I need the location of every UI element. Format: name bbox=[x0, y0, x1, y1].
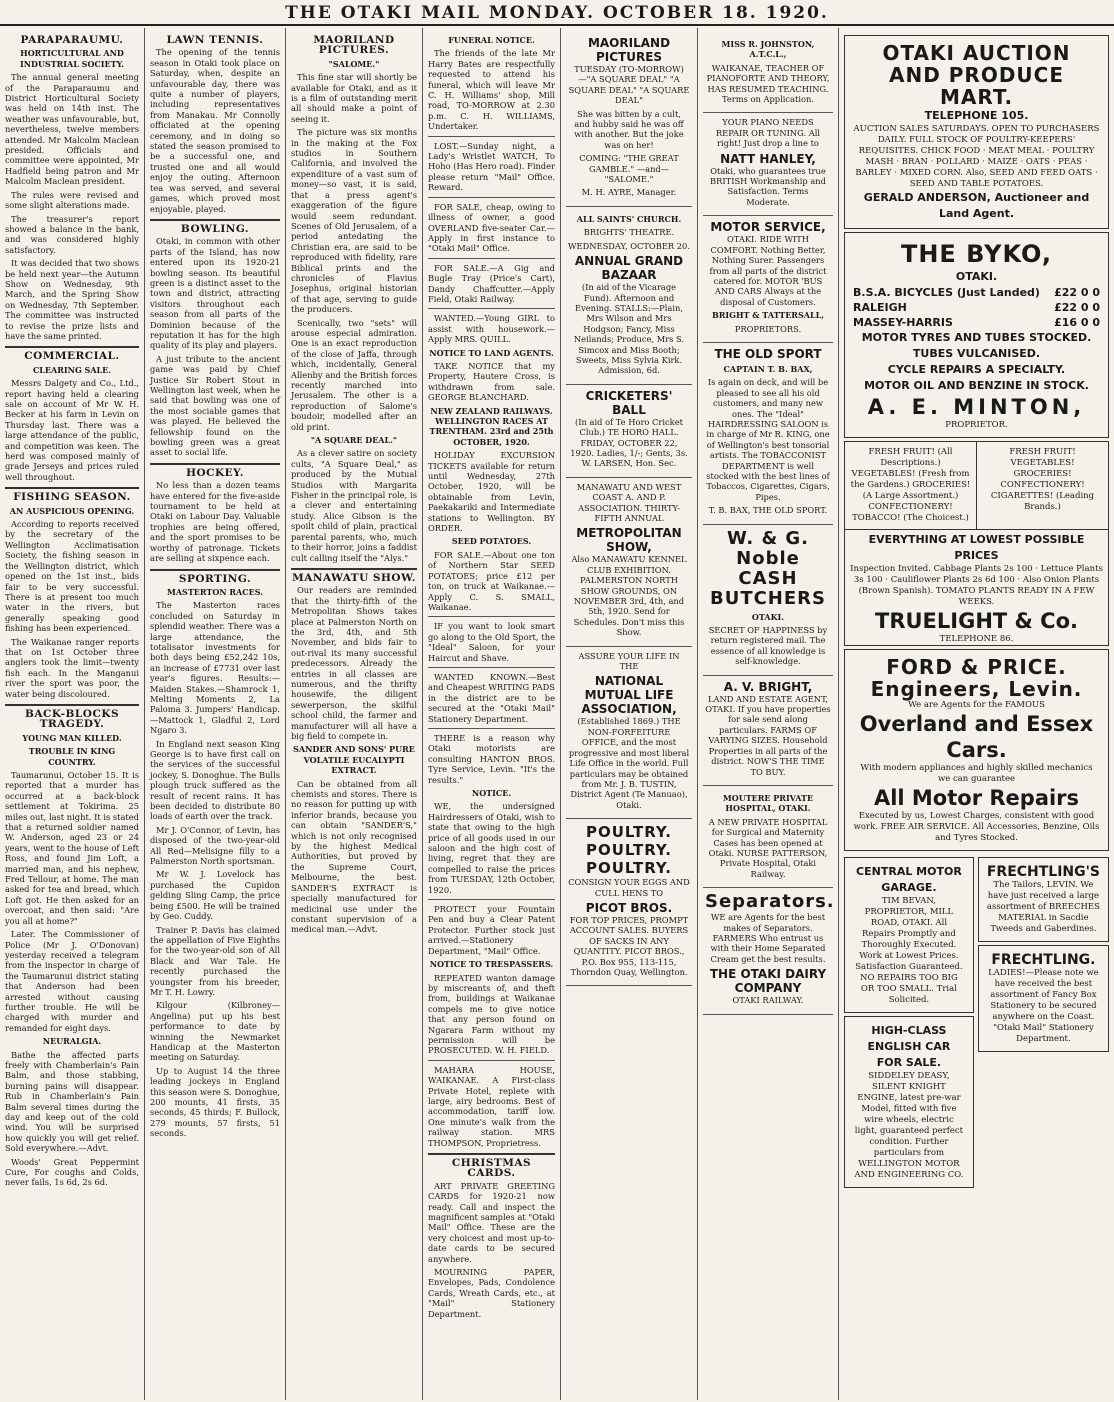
item-price: £22 0 0 bbox=[1054, 286, 1100, 299]
ad-text: Also MANAWATU KENNEL CLUB EXHIBITION. PALMERSTON NORTH SHOW GROUNDS, ON NOVEMBER 3rd, 4th, and 5th, 1920. Send for Schedules. Don't miss this Show. bbox=[571, 554, 687, 638]
article-text: The Masterton races concluded on Saturday in splendid weather. There was a large attendance, the totalisator investments for both days being £52,242 10s, an increase of £7731 over last year's figures. Results:— Maiden Stakes.—Shamrock 1, Melting Moments 2, La Paloma 3. Jumpers' Handicap.—Mattock 1, Gladful 2, Lord Ngaro 3. bbox=[150, 600, 280, 736]
ad-frechtling-stationery bbox=[978, 945, 1109, 1052]
sub-railways: NEW ZEALAND RAILWAYS. WELLINGTON RACES AT TRENTHAM. 23rd and 25th OCTOBER, 1920. bbox=[429, 405, 554, 447]
ad-maoriland bbox=[566, 32, 692, 207]
sub-killed: YOUNG MAN KILLED. bbox=[22, 732, 122, 743]
ad-frechtling bbox=[978, 857, 1109, 942]
ad-piano bbox=[703, 113, 833, 216]
price-row bbox=[853, 300, 1100, 315]
ad-text: WE are Agents for the best makes of Separators. FARMERS Who entrust us with their Home Separated Cream get the best results. bbox=[710, 912, 826, 964]
sub-opening: AN AUSPICIOUS OPENING. bbox=[9, 505, 135, 516]
notice-text: MOURNING PAPER, Envelopes, Pads, Condolence Cards, Wreath Cards, etc., at "Mail" Stationery Department. bbox=[428, 1267, 555, 1319]
article-text: Our readers are reminded that the thirty-fifth of the Metropolitan Shows takes place at Palmerston North on the 3rd, 4th, and 5th November, and bids fair to out-rival its many successful predecessors. Already the entries in all classes are numerous, and the thrifty housewife, the diligent sewerperson, the skilful school child, the farmer and manufacturer will all have a big field to compete in. bbox=[291, 585, 417, 741]
ad-byko bbox=[844, 232, 1109, 438]
sub-land-agents: NOTICE TO LAND AGENTS. bbox=[429, 347, 554, 358]
column-1 bbox=[0, 28, 144, 1400]
ad-text: YOUR PIANO NEEDS REPAIR OR TUNING. All right! Just drop a line to bbox=[715, 117, 821, 149]
notice-text: LOST.—Sunday night, a Lady's Wristlet WATCH, To Hoho (Has Hero road). Finder please return "Mail" Office. Reward. bbox=[428, 140, 555, 193]
ad-line: TUBES VULCANISED. bbox=[912, 347, 1041, 360]
heading-commercial: COMMERCIAL. bbox=[5, 346, 139, 361]
ad-text: SIDDELEY DEASY, SILENT KNIGHT ENGINE, latest pre-war Model, fitted with five wire wheels, electric light, guaranteed perfect condition. Further particulars from WELLINGTON MOTOR AND ENGINEERING CO. bbox=[854, 1071, 964, 1180]
column-3 bbox=[285, 28, 422, 1400]
ad-metropolitan-show bbox=[566, 478, 692, 647]
ad-headline: FORD & PRICE. bbox=[886, 655, 1067, 679]
ad-johnston bbox=[703, 32, 833, 113]
ad-text: TUESDAY (TO-MORROW)—"A SQUARE DEAL" "A SQUARE DEAL" "A SQUARE DEAL" bbox=[568, 64, 690, 106]
ad-text: LADIES!—Please note we have received the best assortment of Fancy Box Stationery to be secured anywhere on the Coast. "Otaki Mail" Stationery Department. bbox=[988, 968, 1099, 1044]
ad-text: We are Agents for the FAMOUS bbox=[908, 700, 1045, 710]
ad-text: (In aid of Te Horo Cricket Club.) TE HORO HALL. FRIDAY, OCTOBER 22, 1920. Ladies, 1/-; Gents, 3s. W. LARSEN, Hon. Sec. bbox=[570, 416, 688, 469]
ad-sub: OTAKI. bbox=[955, 270, 998, 283]
ad-central-garage bbox=[844, 857, 974, 1013]
ad-name: A. V. BRIGHT, bbox=[723, 679, 813, 694]
item-price: £22 0 0 bbox=[1054, 301, 1100, 314]
ad-col-right bbox=[978, 854, 1109, 1191]
ad-line: CYCLE REPAIRS A SPECIALTY. bbox=[887, 363, 1066, 376]
notice-text: PROTECT your Fountain Pen and buy a Clear Patent Protector. Further stock just arrived.—Stationery Department, "Mail" Office. bbox=[428, 904, 555, 956]
ad-title: MAORILAND PICTURES bbox=[587, 36, 671, 64]
ad-headline: CENTRAL MOTOR GARAGE. bbox=[856, 865, 962, 894]
sub-trespassers: NOTICE TO TRESPASSERS. bbox=[429, 959, 554, 970]
ad-text: TIM BEVAN, PROPRIETOR, MILL ROAD, OTAKI. All Repairs Promptly and Thoroughly Executed. Work at Lowest Prices. Satisfaction Guaranteed. NO REPAIRS TOO BIG OR TOO SMALL. Trial Solicited. bbox=[855, 896, 963, 1005]
sub-salome: "SALOME." bbox=[328, 58, 380, 69]
ad-line: EVERYTHING AT LOWEST POSSIBLE PRICES bbox=[845, 529, 1108, 564]
article-text: Woods' Great Peppermint Cure, For coughs and Colds, never fails, 1s 6d, 2s 6d. bbox=[5, 1156, 139, 1188]
ad-line: MOTOR TYRES AND TUBES STOCKED. bbox=[861, 331, 1092, 344]
notice-text: THERE is a reason why Otaki motorists are consulting HANTON BROS. Tyre Service, Levin. "It's the results." bbox=[428, 732, 555, 785]
ad-big: Overland and Essex Cars. bbox=[859, 712, 1094, 762]
heading-manawatu: MANAWATU SHOW. bbox=[291, 568, 417, 583]
ad-motor-service bbox=[703, 216, 833, 343]
ad-text: AUCTION SALES SATURDAYS. OPEN TO PURCHASERS DAILY. FULL STOCK OF POULTRY-KEEPERS' REQUISITES. CHICK FOOD · MEAT MEAL · POULTRY MASH · BRAN · POLLARD · MAIZE · OATS · PEAS · BARLEY · MIXED CORN. Also, SEED AND FEED OATS · SEED AND TABLE POTATOES. bbox=[853, 124, 1100, 189]
heading-fishing: FISHING SEASON. bbox=[5, 487, 139, 502]
divider bbox=[428, 616, 555, 617]
sub-funeral: FUNERAL NOTICE. bbox=[448, 35, 535, 45]
ad-text: (Established 1869.) THE NON-FORFEITURE OFFICE, and the most progressive and most liberal Life Office in the world. Full particulars may be obtained from Mr. J. B. TUSTIN, District Agent (Te Manuao), Otaki. bbox=[568, 716, 690, 810]
ad-text: (In aid of the Vicarage Fund). Afternoon and Evening. STALLS:—Plain, Mrs Wilson and Mrs Hodgson; Fancy, Miss Neilands; Produce, Mrs S. Simcox and Miss Booth; Sweets, Miss Sylvia Kirk. Admission, 6d. bbox=[573, 282, 685, 376]
notice-text: ART PRIVATE GREETING CARDS for 1920-21 now ready. Call and inspect the magnificent samples at "Otaki Mail" Office. These are the very choicest and most up-to-date cards to be secured anywhere. bbox=[428, 1180, 555, 1264]
ad-prop: PROPRIETOR. bbox=[945, 420, 1008, 430]
ad-text: The Tailors, LEVIN. We have just received a large assortment of BREECHES MATERIAL in Sacdie Tweeds and Gaberdines. bbox=[986, 880, 1100, 934]
item-name: RALEIGH bbox=[853, 301, 907, 314]
article-text: The annual general meeting of the Paraparaumu and District Horticultural Society was held on 14th inst. The weather was unfavourable, but, nevertheless, twelve members attended. Mr Malcolm Maclean presided. Officials and committee were appointed, Mr Hadfield being patron and Mr Malcolm Maclean president. bbox=[5, 72, 139, 187]
ad-sub: OTAKI. bbox=[751, 611, 785, 622]
ad-headline: OTAKI AUCTION AND PRODUCE MART. bbox=[882, 41, 1071, 109]
ad-line: MOTOR OIL AND BENZINE IN STOCK. bbox=[864, 379, 1089, 392]
heading-christmas-cards: CHRISTMAS CARDS. bbox=[428, 1153, 555, 1179]
divider bbox=[428, 308, 555, 309]
article-text: Up to August 14 the three leading jockeys in England this season were S. Donoghue, 200 mounts, 41 firsts, 35 seconds, 45 thirds; F. Bullock, 279 mounts, 57 firsts, 51 seconds. bbox=[150, 1065, 280, 1139]
article-text: This fine star will shortly be available for Otaki, and as it is a film of outstanding merit all should make a point of seeing it. bbox=[291, 72, 417, 124]
ad-sub: Engineers, Levin. bbox=[870, 677, 1083, 701]
ad-title: ALL SAINTS' CHURCH. bbox=[576, 213, 682, 224]
ad-av-bright bbox=[703, 676, 833, 786]
ad-name: BRIGHT & TATTERSALL, bbox=[712, 310, 824, 321]
article-text: Kilgour (Kilbroney—Angelina) put up his best performance to date by winning the Newmarket Handicap at the Masterton meeting on Saturday. bbox=[150, 1000, 280, 1063]
ad-name: A. E. MINTON, bbox=[867, 395, 1086, 419]
article-text: The rules were revised and some slight alterations made. bbox=[5, 189, 139, 211]
ad-text: ASSURE YOUR LIFE IN THE bbox=[578, 650, 680, 672]
article-text: Trainer P. Davis has claimed the appellation of Five Eighths for the two-year-old son of All Black and War Tale. He recently purchased the youngster from his breeder, Mr T. H. Lowry. bbox=[150, 924, 280, 997]
ad-old-sport bbox=[703, 343, 833, 525]
ad-title: MISS R. JOHNSTON, A.T.C.L., bbox=[721, 39, 815, 60]
column-7 bbox=[838, 28, 1114, 1400]
sub-neuralgia: NEURALGIA. bbox=[42, 1036, 102, 1047]
ad-text: SECRET OF HAPPINESS by return registered mail. The essence of all knowledge is self-knowledge. bbox=[708, 625, 828, 667]
notice-text: HOLIDAY EXCURSION TICKETS available for return until Wednesday, 27th October, 1920, will be obtainable from Levin, Paekakariki and Intermediate stations to Wellington. BY ORDER. bbox=[428, 450, 555, 534]
article-text: In England next season King George is to have first call on the services of the successful jockey, S. Donoghue. The Bulls plough truck suffered as the result of recent rains. It has been decided to distribute 80 loads of earth over the track. bbox=[150, 738, 280, 822]
ad-right: FRESH FRUIT! VEGETABLES! GROCERIES! CONFECTIONERY! CIGARETTES! (Leading Brands.) bbox=[976, 442, 1108, 529]
ad-text: LAND AND ESTATE AGENT, OTAKI. If you have properties for sale send along particulars. FARMS OF VARYING SIZES. Household Properties in all parts of the district. NOW'S THE TIME TO BUY. bbox=[705, 693, 831, 777]
heading-bowling: BOWLING. bbox=[150, 219, 280, 234]
ad-phone: TELEPHONE 86. bbox=[939, 634, 1014, 644]
sub-square-deal: "A SQUARE DEAL." bbox=[310, 435, 398, 446]
ad-text: PROPRIETORS. bbox=[734, 323, 802, 334]
sub-seed-potatoes: SEED POTATOES. bbox=[451, 536, 532, 547]
masthead-title: THE OTAKI MAIL MONDAY. OCTOBER 18. 1920. bbox=[285, 3, 829, 23]
article-text: The treasurer's report showed a balance in the bank, and was considered highly satisfactory. bbox=[5, 213, 139, 255]
column-5 bbox=[560, 28, 697, 1400]
heading-sporting: SPORTING. bbox=[150, 569, 280, 584]
masthead bbox=[0, 0, 1114, 26]
divider bbox=[428, 258, 555, 259]
ad-text: WAIKANAE, TEACHER OF PIANOFORTE AND THEORY, HAS RESUMED TEACHING. Terms on Application. bbox=[706, 62, 830, 105]
column-4 bbox=[422, 28, 560, 1400]
price-row bbox=[853, 315, 1100, 330]
article-text: The opening of the tennis season in Otaki took place on Saturday, when, despite an unfavourable day, there was quite a number of players, including representatives from Manakau. Mr Connolly officiated at the opening ceremony, and in doing so stated the season promised to be a successful one, and trusted one and all would enjoy the outing. Afternoon tea was served, and several games, which proved most enjoyable, played. bbox=[150, 47, 280, 214]
ad-name: TRUELIGHT & Co. bbox=[875, 609, 1078, 633]
sub-sander: SANDER AND SONS' PURE VOLATILE EUCALYPTI EXTRACT. bbox=[293, 744, 415, 776]
item-price: £16 0 0 bbox=[1054, 316, 1100, 329]
ad-name: NATT HANLEY, bbox=[720, 151, 816, 166]
ad-name: THE OTAKI DAIRY COMPANY bbox=[709, 967, 827, 996]
ad-name: PICOT BROS. bbox=[585, 900, 673, 915]
ad-text: Otaki, who guarantees true BRITISH Workmanship and Satisfaction. Terms Moderate. bbox=[710, 165, 826, 207]
ad-text: COMING: "THE GREAT GAMBLE." —and— "SALOME." bbox=[579, 153, 679, 185]
ad-separators bbox=[703, 888, 833, 1014]
ad-text: Is again on deck, and will be pleased to see all his old customers, and many new ones. The "Ideal" HAIRDRESSING SALOON is in charge of Mr R. KING, one of Wellington's best tonsorial artists. The TOBACCONIST DEPARTMENT is well stocked with the best lines of Tobaccos, Cigarettes, Cigars, Pipes. bbox=[706, 377, 830, 502]
divider bbox=[428, 667, 555, 668]
ad-text: CONSIGN YOUR EGGS AND CULL HENS TO bbox=[568, 877, 690, 898]
article-text: According to reports received by the secretary of the Wellington Acclimatisation Society, the fishing season in the Wellington district, which opened on the 1st inst., bids fair to be very successful. There is at present too much water in the rivers, but generally speaking good fishing has been experienced. bbox=[5, 519, 139, 634]
price-row bbox=[853, 285, 1100, 300]
article-text: The Waikanae ranger reports that on 1st October three anglers took the limit—twenty fish each. In the Manganui river the sport was poor, the water being discoloured. bbox=[5, 636, 139, 699]
notice-text: FOR SALE.—About one ton of Northern Star SEED POTATOES; price £12 per ton, on truck at Waikanae.—Apply C. S. SMALL, Waikanae. bbox=[428, 549, 555, 612]
ad-headline: HIGH-CLASS ENGLISH CAR FOR SALE. bbox=[867, 1024, 951, 1069]
notice-text: FOR SALE.—A Gig and Bugle Tray (Price's Cart), Dandy Chaffcutter.—Apply Field, Otaki Railway. bbox=[428, 262, 555, 304]
article-text: Later. The Commissioner of Police (Mr J. O'Donovan) yesterday received a telegram from the inspector in charge of the Taumarunui district stating that Anderson had been arrested without causing further trouble. He will be charged with murder and remanded for eight days. bbox=[5, 929, 139, 1033]
notice-text: IF you want to look smart go along to the Old Sport, the "Ideal" Saloon, for your Haircut and Shave. bbox=[428, 621, 555, 663]
ad-headline: THE OLD SPORT bbox=[714, 346, 822, 361]
ad-columns bbox=[845, 442, 1108, 529]
column-2 bbox=[144, 28, 285, 1400]
article-text: Mr W. J. Lovelock has purchased the Cupidon gelding Sling Camp, the price being £500. He will be trained by Geo. Cuddy. bbox=[150, 869, 280, 922]
article-text: It was decided that two shows be held next year—the Autumn Show on Wednesday, 9th March, and the Spring Show on Wednesday, 7th September. The committee was instructed to revise the prize lists and have the same printed. bbox=[5, 258, 139, 341]
notice-text: WE, the undersigned Hairdressers of Otaki, wish to state that owing to the high price of all goods used in our saloon and the high cost of living, regret that they are compelled to raise the prices from TUESDAY, 12th October, 1920. bbox=[428, 801, 555, 895]
notice-text: WANTED.—Young GIRL to assist with housework.—Apply MRS. QUILL. bbox=[428, 313, 555, 345]
notice-text: MAHARA HOUSE, WAIKANAE. A First-class Private Hotel, replete with large, airy bedrooms. Best of accommodation, tariff low. One minute's walk from the railway station. MRS THOMPSON, Proprietress. bbox=[428, 1064, 555, 1148]
ad-big: All Motor Repairs bbox=[873, 786, 1080, 810]
article-text: Messrs Dalgety and Co., Ltd., report having held a clearing sale on account of Mr W. H. Becker at his farm in Levin on Thursday last. There was a large attendance of the public, and competition was keen. The herd was composed mainly of grade Jerseys and prices ruled well throughout. bbox=[5, 378, 139, 482]
ad-headline: CRICKETERS' BALL bbox=[585, 388, 673, 417]
article-text: A just tribute to the ancient game was paid by Chief Justice Sir Robert Stout in Wellington last week, when he said that bowling was one of the most sociable games that was played. He believed the fellowship found on the bowling green was a great asset to social life. bbox=[150, 353, 280, 458]
ad-text: FOR TOP PRICES, PROMPT ACCOUNT SALES. BUYERS OF SACKS IN ANY QUANTITY. PICOT BROS., P.O. Box 955, 113-115, Thorndon Quay, Wellington. bbox=[569, 914, 689, 977]
divider bbox=[428, 136, 555, 137]
column-6 bbox=[697, 28, 838, 1400]
article-text: No less than a dozen teams have entered for the five-aside tournament to be held at Otaki on Labour Day. Valuable trophies are being offered, and the sport promises to be worthy of patronage. Tickets are selling at sixpence each. bbox=[150, 480, 280, 564]
article-text: The picture was six months in the making at the Fox studios in Southern California, and involved the expenditure of a vast sum of money—so vast, it is said, that a press agent's exaggeration of the figure would seem redundant. Scenes of Old Jerusalem, of a period antedating the Christian era, are said to be reproduced with fidelity, rare Biblical prints and the chronicles of Flavius Josephus, original historian of that age, serving to guide the producers. bbox=[291, 127, 417, 315]
ad-ford-price bbox=[844, 649, 1109, 851]
ad-name: CAPTAIN T. B. BAX, bbox=[723, 363, 813, 374]
divider bbox=[428, 728, 555, 729]
heading-tennis: LAWN TENNIS. bbox=[166, 34, 264, 46]
article-text: As a clever satire on society cults, "A Square Deal," as produced by the Mutual Studios with Margarita Fisher in the principal role, is a clever and entertaining study. Alice Gibson is the spoilt child of plain, practical parental parents, who, much to their horror, joins a faddist cult calling itself the "Alys." bbox=[291, 448, 417, 563]
ad-headline: W. & G. Noble CASH BUTCHERS bbox=[709, 527, 826, 609]
ad-sign: GERALD ANDERSON, Auctioneer and Land Agent. bbox=[863, 191, 1090, 220]
ad-title: MOUTERE PRIVATE HOSPITAL, OTAKI. bbox=[722, 792, 814, 814]
ad-text: T. B. BAX, THE OLD SPORT. bbox=[708, 505, 828, 516]
ad-headline: METROPOLITAN SHOW, bbox=[576, 526, 682, 555]
ad-truelight bbox=[844, 441, 1109, 646]
heading-backblocks: BACK-BLOCKS TRAGEDY. bbox=[5, 704, 139, 730]
heading-hockey: HOCKEY. bbox=[150, 463, 280, 478]
article-text: Can be obtained from all chemists and stores. There is no reason for putting up with inferior brands, because you can obtain "SANDER'S," which is not only recognised by the highest Medical Authorities, but proved by the Supreme Court, Melbourne, the best. SANDER'S EXTRACT is specially manufactured for medicinal use under the constant supervision of a medical man.—Advt. bbox=[291, 778, 417, 935]
ad-text: OTAKI RAILWAY. bbox=[732, 995, 804, 1006]
ad-text: M. H. AYRE, Manager. bbox=[581, 187, 677, 198]
notice-text: The friends of the late Mr Harry Bates are respectfully requested to attend his funeral, which will leave Mr C. H. Williams' shop, Mill road, TO-MORROW at 2.30 p.m. C. H. WILLIAMS, Undertaker. bbox=[428, 48, 555, 132]
notice-text: REPEATED wanton damage by miscreants of, and theft from, buildings at Waikanae compels me to give notice that any person found on Ngarara Farm without my permission will be PROSECUTED. W. H. FIELD. bbox=[428, 972, 555, 1056]
ad-poultry bbox=[566, 819, 692, 986]
ad-national-mutual bbox=[566, 647, 692, 819]
item-name: MASSEY-HARRIS bbox=[853, 316, 953, 329]
ad-headline: ANNUAL GRAND BAZAAR bbox=[574, 254, 684, 283]
ad-noble-butchers bbox=[703, 525, 833, 676]
divider bbox=[428, 899, 555, 900]
notice-text: FOR SALE, cheap, owing to illness of owner, a good OVERLAND five-seater Car.—Apply in first instance to "Otaki Mail" Office. bbox=[428, 201, 555, 254]
ad-english-car bbox=[844, 1016, 974, 1188]
ad-text: MANAWATU AND WEST COAST A. AND P. ASSOCIATION. THIRTY-FIFTH ANNUAL bbox=[576, 481, 682, 523]
ad-phone: TELEPHONE 105. bbox=[924, 109, 1029, 122]
ad-text: With modern appliances and highly skilled mechanics we can guarantee bbox=[860, 763, 1093, 784]
sub-horticultural: HORTICULTURAL AND INDUSTRIAL SOCIETY. bbox=[19, 48, 125, 69]
heading-paraparaumu: PARAPARAUMU. bbox=[20, 34, 124, 46]
ad-headline: FRECHTLING. bbox=[991, 952, 1096, 968]
ad-headline: MOTOR SERVICE, bbox=[710, 220, 826, 235]
divider bbox=[428, 1060, 555, 1061]
article-text: Otaki, in common with other parts of the Island, has now entered upon its 1920-21 bowling season. Its beautiful green is a distinct asset to the town and district, attracting visitors throughout each season from all parts of the Dominion because of the reputation it has for the high quality of its play and players. bbox=[150, 236, 280, 351]
ad-auction-mart bbox=[844, 35, 1109, 229]
article-text: Bathe the affected parts freely with Chamberlain's Pain Balm, and those stabbing, burning pains will disappear. Rub in Chamberlain's Pain Balm several times during the day and keep out of the cold wind. You will be surprised how quickly you will get relief. Sold everywhere.—Advt. bbox=[5, 1049, 139, 1154]
sub-trouble: TROUBLE IN KING COUNTRY. bbox=[28, 746, 116, 767]
ad-text: Inspection Invited. Cabbage Plants 2s 100 · Lettuce Plants 3s 100 · Cauliflower Plants 2s 6d 100 · Also Onion Plants (Brown Spanish). TOMATO PLANTS READY IN A FEW WEEKS. bbox=[850, 564, 1103, 607]
ad-headline: FRECHTLING'S bbox=[986, 864, 1100, 880]
notice-text: TAKE NOTICE that my Property, Hautere Cross, is withdrawn from sale. GEORGE BLANCHARD. bbox=[428, 360, 555, 403]
ad-text: Executed by us, Lowest Charges, consistent with good work. FREE AIR SERVICE. All Accessories, Benzine, Oils and Tyres Stocked. bbox=[853, 811, 1100, 843]
divider bbox=[428, 197, 555, 198]
ad-cricketers-ball bbox=[566, 385, 692, 478]
sub-clearing-sale: CLEARING SALE. bbox=[32, 364, 112, 375]
ad-text: WEDNESDAY, OCTOBER 20. bbox=[568, 240, 690, 251]
heading-maoriland: MAORILAND PICTURES. bbox=[313, 34, 395, 57]
ad-row bbox=[844, 854, 1109, 1191]
ad-text: A NEW PRIVATE HOSPITAL for Surgical and Maternity Cases has been opened at Otaki. NURSE PATTERSON, Private Hospital, Otaki Railway. bbox=[708, 816, 828, 879]
item-name: B.S.A. BICYCLES (Just Landed) bbox=[853, 286, 1040, 299]
ad-moutere-hospital bbox=[703, 786, 833, 888]
ad-headline: NATIONAL MUTUAL LIFE ASSOCIATION, bbox=[581, 674, 677, 717]
article-text: Taumarunui, October 15. It is reported that a murder has occurred at a back-block settlement at Tokirima. 25 miles out, last night. It is stated that a returned soldier named W. Anderson, aged 23 or 24 years, went to the house of Left Ross, and found Jim Loft, a married man, and his nephew, Fred Tellour, at home. The man asked for tea and bread, which Loft got. He then asked for an overcoat, and then said: "Are you all at home?" bbox=[5, 770, 139, 926]
ad-left: FRESH FRUIT! (All Descriptions.) VEGETABLES! (Fresh from the Gardens.) GROCERIES! (A Large Assortment.) CONFECTIONERY! TOBACCO! (The Choicest.) bbox=[850, 447, 971, 523]
ad-headline: POULTRY. POULTRY. POULTRY. bbox=[585, 823, 673, 878]
ad-headline: Separators. bbox=[705, 891, 835, 913]
ad-bazaar bbox=[566, 207, 692, 385]
ad-text: BRIGHTS' THEATRE. bbox=[583, 227, 675, 238]
ad-col-left bbox=[844, 854, 974, 1191]
sub-masterton: MASTERTON RACES. bbox=[166, 586, 263, 597]
sub-notice: NOTICE. bbox=[471, 788, 512, 798]
ad-text: She was bitten by a cult, and hubby said he was off with another. But the joke was on her! bbox=[574, 108, 684, 150]
notice-text: WANTED KNOWN.—Best and Cheapest WRITING PADS in the district are to be secured at the "Otaki Mail" Stationery Department. bbox=[428, 671, 555, 724]
ad-text: OTAKI. RIDE WITH COMFORT. Nothing Better, Nothing Surer. Passengers from all parts of the district catered for. MOTOR 'BUS AND CARS Always at the disposal of Customers. bbox=[709, 234, 827, 307]
ad-headline: THE BYKO, bbox=[900, 240, 1053, 268]
article-text: Scenically, two "sets" will arouse especial admiration. One is an exact reproduction of the close of Jaffa, through which, incidentally, General Allenby and the British forces recently marched into Jerusalem. The other is a reproduction of Salome's boudoir, modelled after an old print. bbox=[291, 317, 417, 432]
article-text: Mr J. O'Connor, of Levin, has disposed of the two-year-old All Red—Melisigne filly to a Palmerston North sportsman. bbox=[150, 824, 280, 867]
